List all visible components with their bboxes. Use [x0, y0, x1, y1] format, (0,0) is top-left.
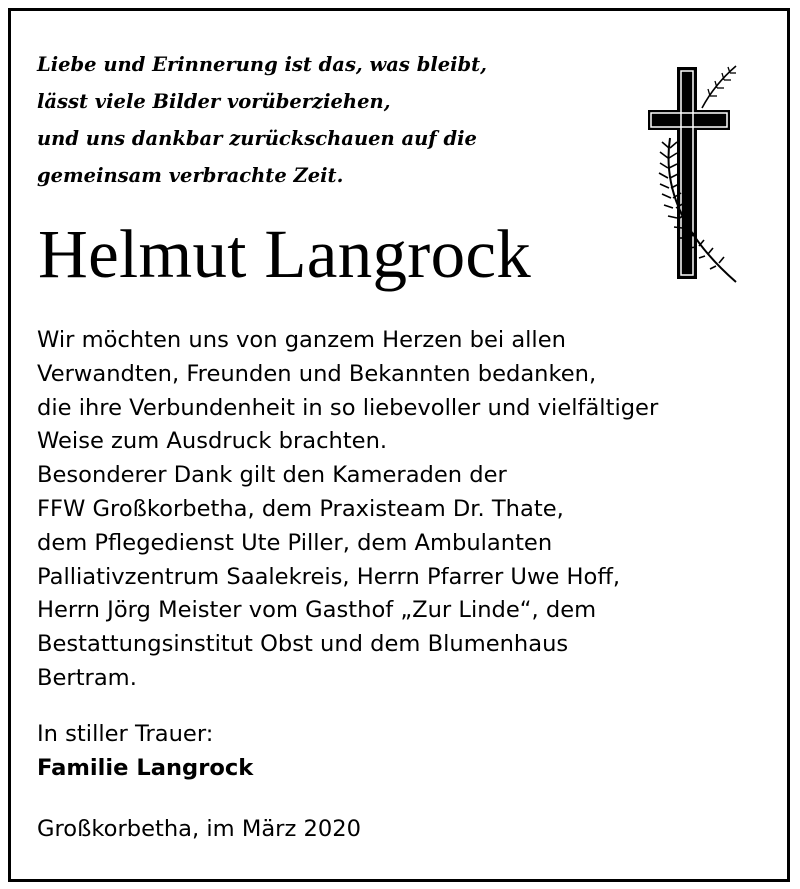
thanks-line: die ihre Verbundenheit in so liebevoller und vielfältiger — [37, 394, 659, 421]
mourning-intro: In stiller Trauer: — [37, 721, 214, 747]
mourning-signature — [37, 717, 253, 785]
thanks-line: Verwandten, Freunden und Bekannten bedanken, — [37, 360, 597, 387]
verse-line: Liebe und Erinnerung ist das, was bleibt, — [37, 53, 487, 76]
thanks-line: Besonderer Dank gilt den Kameraden der — [37, 462, 507, 489]
thanks-line: Bertram. — [37, 664, 137, 691]
cross-with-palm-branch-icon — [640, 58, 740, 290]
thanks-line: dem Pflegedienst Ute Piller, dem Ambulanten — [37, 529, 553, 556]
deceased-name: Helmut Langrock — [38, 216, 532, 292]
thanks-line: Wir möchten uns von ganzem Herzen bei allen — [37, 327, 566, 353]
verse-line: und uns dankbar zurückschauen auf die — [37, 127, 477, 150]
verse-line: lässt viele Bilder vorüberziehen, — [37, 90, 391, 113]
place-and-date: Großkorbetha, im März 2020 — [37, 816, 362, 842]
thanks-line: Bestattungsinstitut Obst und dem Blumenhaus — [37, 631, 569, 658]
verse-line: gemeinsam verbrachte Zeit. — [37, 164, 344, 187]
family-name: Familie Langrock — [37, 755, 254, 781]
thanks-line: Palliativzentrum Saalekreis, Herrn Pfarrer Uwe Hoff, — [37, 563, 621, 590]
thanks-text — [37, 324, 658, 696]
thanks-line: FFW Großkorbetha, dem Praxisteam Dr. Thate, — [37, 495, 564, 522]
thanks-line: Herrn Jörg Meister vom Gasthof „Zur Linde“, dem — [37, 597, 597, 624]
thanks-line: Weise zum Ausdruck brachten. — [37, 428, 388, 455]
memorial-verse — [37, 46, 487, 194]
